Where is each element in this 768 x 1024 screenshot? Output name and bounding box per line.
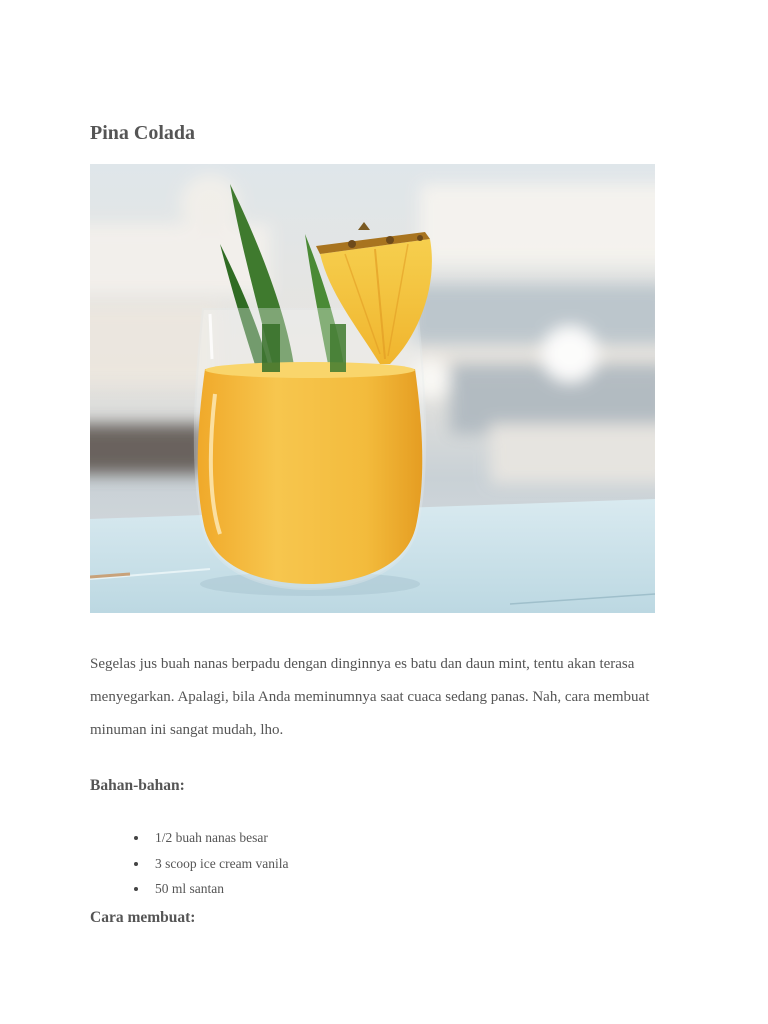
ingredients-heading: Bahan-bahan:	[90, 777, 185, 794]
list-item: 50 ml santan	[155, 876, 288, 902]
pina-colada-photo	[90, 164, 655, 613]
method-heading: Cara membuat:	[90, 909, 196, 926]
list-item: 3 scoop ice cream vanila	[155, 851, 288, 877]
list-item: 1/2 buah nanas besar	[155, 825, 288, 851]
article-title: Pina Colada	[90, 122, 196, 144]
ingredients-list	[90, 825, 288, 902]
intro-paragraph: Segelas jus buah nanas berpadu dengan dinginnya es batu dan daun mint, tentu akan terasa menyegarkan. Apalagi, bila Anda meminumnya saat cuaca sedang panas. Nah, cara membuat minuman ini sangat mudah, lho.	[90, 656, 650, 738]
